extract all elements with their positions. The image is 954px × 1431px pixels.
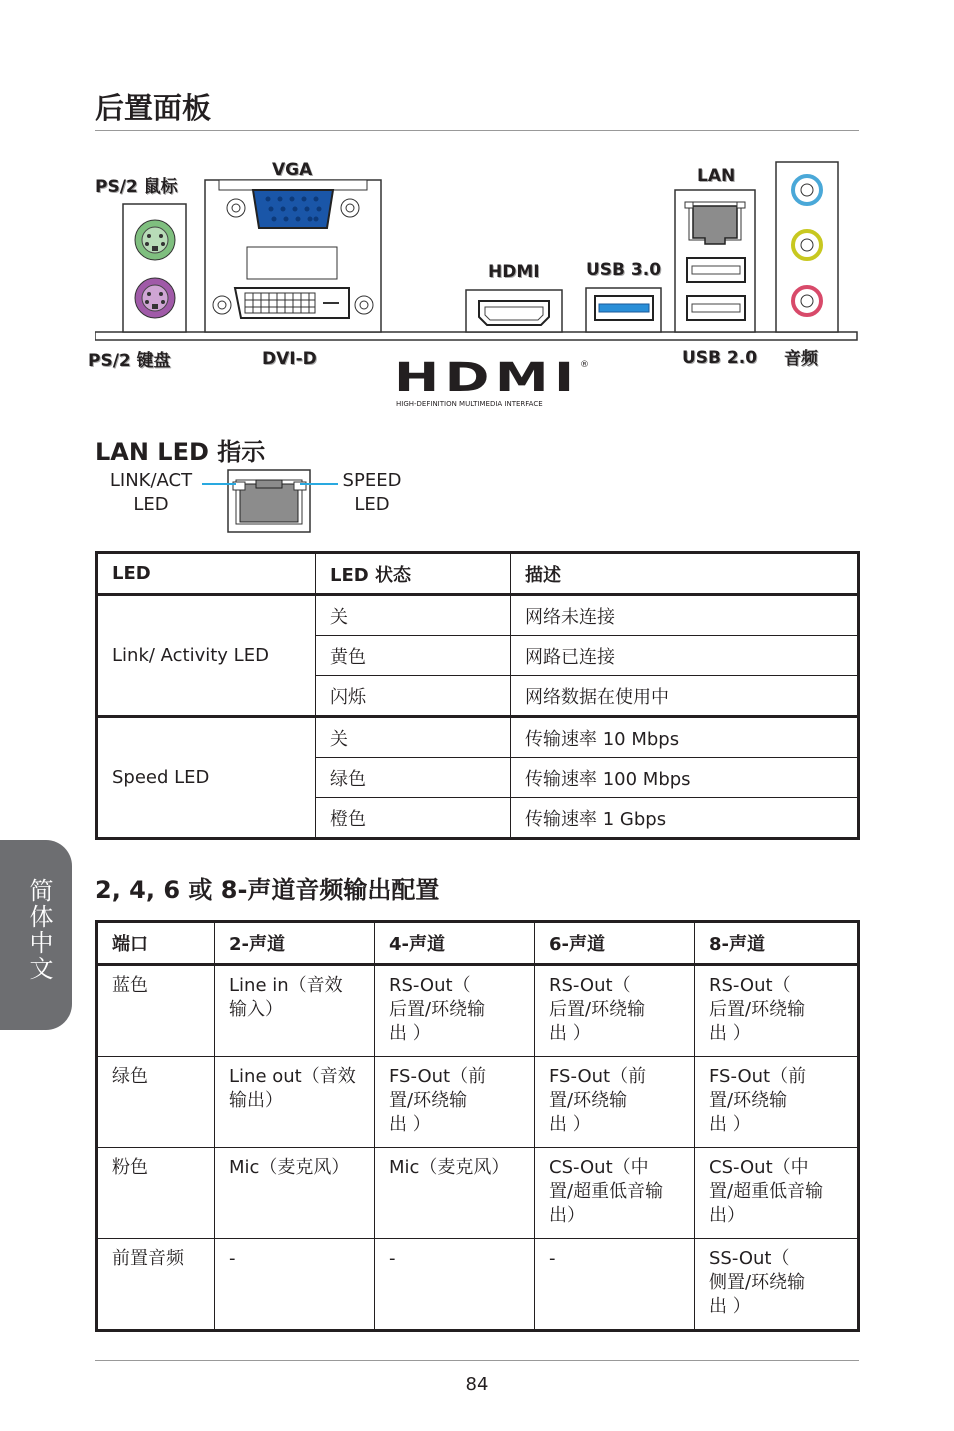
lan-port-led-diagram bbox=[200, 468, 340, 534]
vga-dvi-group bbox=[205, 180, 381, 332]
hdmi-logo-tagline: HIGH-DEFINITION MULTIMEDIA INTERFACE bbox=[396, 400, 543, 408]
dvid-label: DVI-D bbox=[262, 349, 317, 369]
page-number: 84 bbox=[465, 1374, 489, 1395]
audio-channel-cell: RS-Out（ 后置/环绕输 出 ） bbox=[535, 965, 695, 1057]
hdmi-logo-registered: ® bbox=[580, 360, 589, 370]
audio-port-cell: 粉色 bbox=[97, 1148, 215, 1239]
audio-channel-cell: - bbox=[375, 1239, 535, 1331]
audio-channel-cell: RS-Out（ 后置/环绕输 出 ） bbox=[375, 965, 535, 1057]
table-row bbox=[97, 965, 859, 1057]
audio-port-cell: 前置音频 bbox=[97, 1239, 215, 1331]
led-group-name: Speed LED bbox=[97, 717, 316, 839]
audio-header-port: 端口 bbox=[97, 922, 215, 965]
audio-port-cell: 绿色 bbox=[97, 1057, 215, 1148]
audio-channel-cell: FS-Out（前 置/环绕输 出 ） bbox=[375, 1057, 535, 1148]
audio-channel-cell: - bbox=[535, 1239, 695, 1331]
audio-channel-cell: RS-Out（ 后置/环绕输 出 ） bbox=[695, 965, 859, 1057]
link-act-led-label bbox=[100, 469, 202, 517]
audio-channel-cell: Line out（音效 输出） bbox=[215, 1057, 375, 1148]
table-row bbox=[97, 595, 859, 636]
usb3-port-group bbox=[586, 288, 661, 332]
led-state: 关 bbox=[316, 717, 511, 758]
led-header-state: LED 状态 bbox=[316, 553, 511, 595]
hdmi-logo-wordmark: HDMI bbox=[394, 355, 580, 401]
vga-label: VGA bbox=[272, 160, 313, 180]
audio-table-body bbox=[97, 965, 859, 1331]
language-side-tab-label: 简体中文 bbox=[25, 878, 53, 982]
usb2-label: USB 2.0 bbox=[682, 348, 758, 368]
audio-label: 音频 bbox=[784, 349, 818, 369]
hdmi-logo bbox=[394, 355, 594, 410]
audio-table-header-row bbox=[97, 922, 859, 965]
led-table-header-row bbox=[97, 553, 859, 595]
led-state: 闪烁 bbox=[316, 676, 511, 717]
lan-usb2-group bbox=[675, 190, 755, 332]
audio-channel-cell: FS-Out（前 置/环绕输 出 ） bbox=[535, 1057, 695, 1148]
audio-jack-group bbox=[776, 162, 838, 332]
usb3-label: USB 3.0 bbox=[586, 260, 662, 280]
language-side-tab bbox=[0, 840, 72, 1030]
audio-header-4ch: 4-声道 bbox=[375, 922, 535, 965]
audio-channel-cell: Mic（麦克风） bbox=[215, 1148, 375, 1239]
audio-channel-cell: - bbox=[215, 1239, 375, 1331]
led-desc: 传输速率 10 Mbps bbox=[511, 717, 859, 758]
led-header-desc: 描述 bbox=[511, 553, 859, 595]
hdmi-port-group bbox=[466, 290, 562, 332]
audio-port-cell: 蓝色 bbox=[97, 965, 215, 1057]
page-title: 后置面板 bbox=[95, 91, 212, 125]
led-group-name: Link/ Activity LED bbox=[97, 595, 316, 717]
table-row bbox=[97, 717, 859, 758]
lan-led-title: LAN LED 指示 bbox=[95, 438, 266, 466]
led-desc: 网络数据在使用中 bbox=[511, 676, 859, 717]
ps2-keyboard-label: PS/2 键盘 bbox=[88, 351, 171, 371]
audio-channel-cell: Line in（音效 输入） bbox=[215, 965, 375, 1057]
audio-channel-cell: CS-Out（中 置/超重低音输 出） bbox=[695, 1148, 859, 1239]
led-state: 关 bbox=[316, 595, 511, 636]
audio-header-8ch: 8-声道 bbox=[695, 922, 859, 965]
link-act-label-line2: LED bbox=[133, 494, 169, 515]
footer-divider bbox=[95, 1360, 859, 1361]
audio-header-2ch: 2-声道 bbox=[215, 922, 375, 965]
speed-label-line1: SPEED bbox=[342, 470, 402, 491]
led-state: 黄色 bbox=[316, 636, 511, 676]
led-desc: 网路已连接 bbox=[511, 636, 859, 676]
table-row bbox=[97, 1057, 859, 1148]
audio-channel-cell: FS-Out（前 置/环绕输 出 ） bbox=[695, 1057, 859, 1148]
led-desc: 网络未连接 bbox=[511, 595, 859, 636]
ps2-mouse-label: PS/2 鼠标 bbox=[95, 177, 178, 197]
audio-channel-cell: Mic（麦克风） bbox=[375, 1148, 535, 1239]
led-status-table bbox=[95, 551, 860, 840]
speed-led-label bbox=[336, 469, 408, 517]
audio-channel-cell: CS-Out（中 置/超重低音输 出） bbox=[535, 1148, 695, 1239]
table-row bbox=[97, 1239, 859, 1331]
audio-config-table bbox=[95, 920, 860, 1332]
title-divider bbox=[95, 130, 859, 131]
speed-label-line2: LED bbox=[354, 494, 390, 515]
lan-label: LAN bbox=[697, 166, 736, 186]
audio-header-6ch: 6-声道 bbox=[535, 922, 695, 965]
led-state: 绿色 bbox=[316, 758, 511, 798]
led-desc: 传输速率 1 Gbps bbox=[511, 798, 859, 839]
led-state: 橙色 bbox=[316, 798, 511, 839]
led-desc: 传输速率 100 Mbps bbox=[511, 758, 859, 798]
table-row bbox=[97, 1148, 859, 1239]
hdmi-label: HDMI bbox=[488, 262, 540, 282]
ps2-port-group bbox=[123, 204, 186, 332]
audio-config-title: 2, 4, 6 或 8-声道音频输出配置 bbox=[95, 876, 440, 904]
led-header-led: LED bbox=[97, 553, 316, 595]
audio-channel-cell: SS-Out（ 侧置/环绕输 出 ） bbox=[695, 1239, 859, 1331]
link-act-label-line1: LINK/ACT bbox=[109, 470, 193, 491]
